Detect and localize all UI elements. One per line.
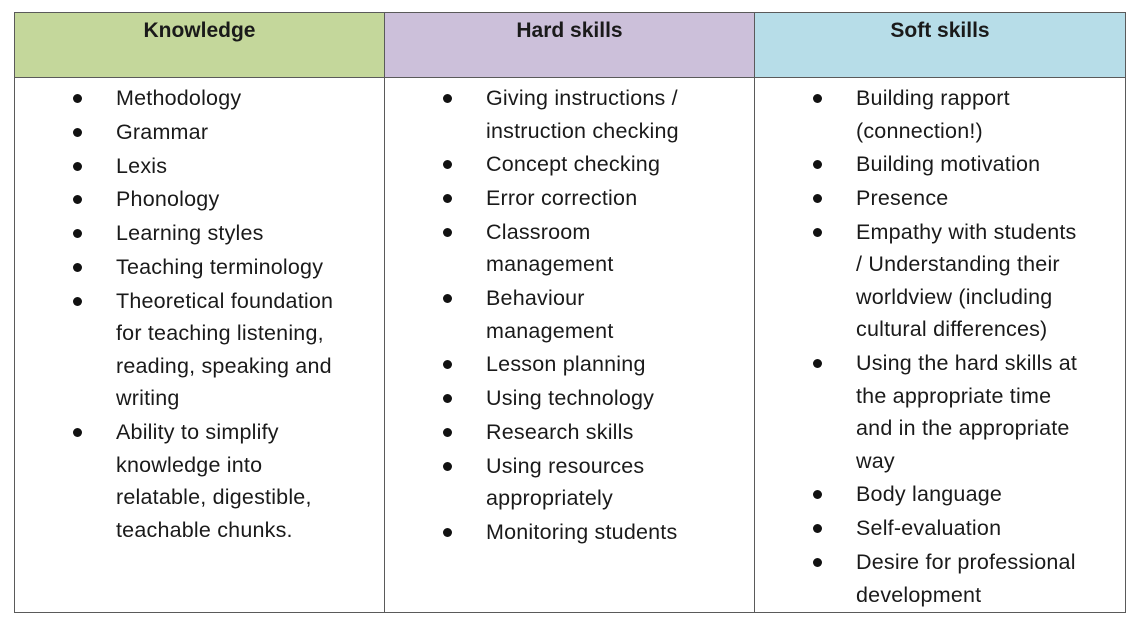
- skills-table: [14, 12, 1126, 613]
- item-text-line: Behaviour: [486, 286, 585, 311]
- header-knowledge: Knowledge: [15, 13, 385, 78]
- item-text-line: Using technology: [486, 386, 655, 411]
- bullet-icon: [813, 94, 822, 103]
- list-item: [385, 282, 754, 347]
- bullet-icon: [443, 160, 452, 169]
- list-item: [15, 251, 384, 284]
- item-text-line: Lesson planning: [486, 352, 646, 377]
- header-row: [15, 13, 1126, 78]
- bullet-icon: [73, 428, 82, 437]
- item-text-line: Research skills: [486, 420, 634, 445]
- list-item: [15, 217, 384, 250]
- bullet-icon: [443, 228, 452, 237]
- item-text-line: the appropriate time: [856, 383, 1052, 408]
- item-text-line: appropriately: [486, 486, 613, 511]
- bullet-icon: [73, 297, 82, 306]
- knowledge-cell: [15, 78, 385, 613]
- item-text-line: Grammar: [116, 119, 209, 144]
- bullet-icon: [443, 360, 452, 369]
- item-text-line: management: [486, 318, 614, 343]
- bullet-icon: [73, 162, 82, 171]
- list-item: [385, 148, 754, 181]
- item-text-line: cultural differences): [856, 317, 1048, 342]
- list-item: [385, 216, 754, 281]
- bullet-icon: [443, 462, 452, 471]
- bullet-icon: [73, 128, 82, 137]
- header-hard-skills: Hard skills: [385, 13, 755, 78]
- item-text-line: way: [856, 448, 895, 473]
- header-soft-skills: Soft skills: [755, 13, 1126, 78]
- bullet-icon: [443, 528, 452, 537]
- item-text-line: Classroom: [486, 219, 591, 244]
- item-text-line: Building motivation: [856, 152, 1041, 177]
- bullet-icon: [813, 359, 822, 368]
- item-text-line: teachable chunks.: [116, 517, 293, 542]
- item-text-line: writing: [116, 386, 180, 411]
- soft-skills-cell: [755, 78, 1126, 613]
- content-row: [15, 78, 1126, 613]
- bullet-icon: [73, 263, 82, 272]
- bullet-icon: [443, 294, 452, 303]
- item-text-line: Teaching terminology: [116, 254, 324, 279]
- item-text-line: Phonology: [116, 187, 220, 212]
- item-text-line: Body language: [856, 482, 1003, 507]
- item-text-line: Ability to simplify: [116, 420, 279, 445]
- item-text-line: relatable, digestible,: [116, 485, 312, 510]
- list-item: [385, 182, 754, 215]
- item-text-line: Presence: [856, 186, 949, 211]
- bullet-icon: [813, 160, 822, 169]
- list-item: [755, 478, 1125, 511]
- item-text-line: and in the appropriate: [856, 416, 1070, 441]
- hard-skills-cell: [385, 78, 755, 613]
- item-text-line: instruction checking: [486, 118, 679, 143]
- list-item: [385, 82, 754, 147]
- bullet-icon: [813, 228, 822, 237]
- list-item: [15, 82, 384, 115]
- list-item: [755, 512, 1125, 545]
- item-text-line: Using resources: [486, 453, 645, 478]
- item-text-line: Desire for professional: [856, 550, 1076, 575]
- item-text-line: reading, speaking and: [116, 353, 332, 378]
- list-item: [755, 182, 1125, 215]
- list-item: [385, 516, 754, 549]
- list-item: [15, 416, 384, 546]
- item-text-line: Building rapport: [856, 86, 1010, 110]
- item-text-line: Methodology: [116, 86, 242, 110]
- item-text-line: for teaching listening,: [116, 321, 324, 346]
- bullet-icon: [443, 394, 452, 403]
- bullet-icon: [73, 229, 82, 238]
- bullet-icon: [443, 94, 452, 103]
- item-text-line: Self-evaluation: [856, 516, 1002, 541]
- bullet-icon: [813, 558, 822, 567]
- list-item: [15, 150, 384, 183]
- item-text-line: Empathy with students: [856, 219, 1077, 244]
- item-text-line: Error correction: [486, 186, 638, 211]
- list-item: [385, 450, 754, 515]
- item-text-line: Concept checking: [486, 152, 661, 177]
- list-item: [755, 148, 1125, 181]
- item-text-line: (connection!): [856, 118, 983, 143]
- list-item: [15, 285, 384, 415]
- item-text-line: management: [486, 252, 614, 277]
- knowledge-list: [15, 78, 384, 546]
- item-text-line: knowledge into: [116, 452, 263, 477]
- item-text-line: Lexis: [116, 153, 168, 178]
- list-item: [755, 546, 1125, 611]
- item-text-line: Monitoring students: [486, 520, 678, 545]
- list-item: [755, 347, 1125, 477]
- bullet-icon: [73, 94, 82, 103]
- item-text-line: Using the hard skills at: [856, 351, 1078, 376]
- bullet-icon: [443, 428, 452, 437]
- bullet-icon: [813, 490, 822, 499]
- list-item: [755, 216, 1125, 346]
- bullet-icon: [813, 524, 822, 533]
- hard-skills-list: [385, 78, 754, 549]
- item-text-line: Learning styles: [116, 221, 264, 246]
- bullet-icon: [813, 194, 822, 203]
- item-text-line: Giving instructions /: [486, 86, 678, 110]
- item-text-line: Theoretical foundation: [116, 288, 334, 313]
- item-text-line: development: [856, 582, 982, 607]
- list-item: [385, 416, 754, 449]
- list-item: [15, 116, 384, 149]
- list-item: [385, 382, 754, 415]
- soft-skills-list: [755, 78, 1125, 611]
- item-text-line: / Understanding their: [856, 252, 1060, 277]
- bullet-icon: [443, 194, 452, 203]
- list-item: [755, 82, 1125, 147]
- list-item: [385, 348, 754, 381]
- bullet-icon: [73, 195, 82, 204]
- item-text-line: worldview (including: [856, 284, 1053, 309]
- list-item: [15, 183, 384, 216]
